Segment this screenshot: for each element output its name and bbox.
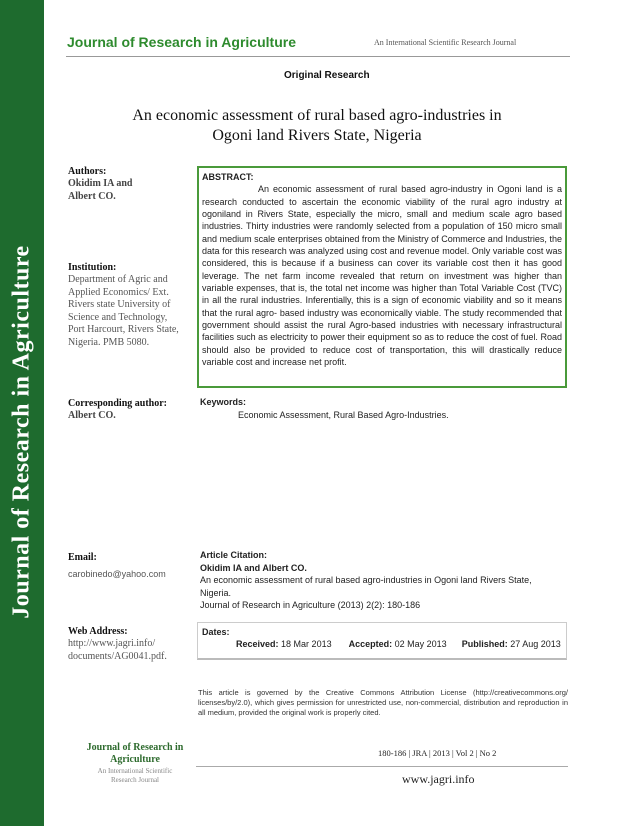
published-date: 27 Aug 2013 bbox=[510, 639, 561, 649]
sidebar-journal-name: Journal of Research in Agriculture bbox=[8, 245, 35, 619]
footer-journal-title bbox=[70, 742, 200, 766]
institution-line: Science and Technology, bbox=[68, 311, 168, 323]
institution-line: Nigeria. PMB 5080. bbox=[68, 336, 150, 348]
institution-text bbox=[68, 274, 179, 349]
authors-label: Authors: bbox=[68, 166, 107, 177]
footer-citation: 180-186 | JRA | 2013 | Vol 2 | No 2 bbox=[378, 748, 497, 758]
keywords-text: Economic Assessment, Rural Based Agro-Industries. bbox=[238, 410, 449, 420]
received-label: Received: bbox=[236, 639, 279, 649]
footer-sub-line: An International Scientific bbox=[97, 767, 173, 775]
dates-label: Dates: bbox=[202, 627, 230, 637]
article-title bbox=[66, 106, 568, 146]
accepted-label: Accepted: bbox=[348, 639, 393, 649]
institution-line: Rivers state University of bbox=[68, 299, 171, 310]
institution-label: Institution: bbox=[68, 262, 117, 273]
article-citation bbox=[200, 549, 570, 612]
dates-box bbox=[197, 622, 567, 660]
footer-sub-line: Research Journal bbox=[110, 776, 159, 784]
published-label: Published: bbox=[461, 639, 508, 649]
footer-subtitle bbox=[70, 767, 200, 785]
web-line: documents/AG0041.pdf. bbox=[68, 650, 167, 662]
title-line: An economic assessment of rural based agro-industries in bbox=[132, 107, 502, 124]
email-link[interactable]: carobinedo@yahoo.com bbox=[68, 569, 166, 579]
header-journal-title: Journal of Research in Agriculture bbox=[67, 34, 296, 50]
citation-line: Nigeria. bbox=[200, 587, 232, 598]
institution-line: Applied Economics/ Ext. bbox=[68, 286, 169, 298]
header-divider bbox=[66, 56, 570, 57]
corresponding-name: Albert CO. bbox=[68, 410, 116, 421]
header-tagline: An International Scientific Research Journal bbox=[374, 38, 517, 47]
email-label: Email: bbox=[68, 552, 97, 563]
footer-divider bbox=[196, 766, 568, 767]
web-link[interactable] bbox=[68, 638, 167, 663]
footer-journal-line: Agriculture bbox=[110, 754, 160, 765]
dates-row bbox=[236, 639, 561, 649]
citation-authors: Okidim IA and Albert CO. bbox=[200, 562, 307, 573]
title-line: Ogoni land Rivers State, Nigeria bbox=[212, 127, 422, 144]
abstract-label: ABSTRACT: bbox=[202, 172, 254, 182]
journal-sidebar bbox=[0, 0, 44, 826]
keywords-label: Keywords: bbox=[200, 397, 247, 407]
web-label: Web Address: bbox=[68, 626, 128, 637]
web-line: http://www.jagri.info/ bbox=[68, 638, 156, 649]
accepted-date: 02 May 2013 bbox=[394, 639, 447, 649]
institution-line: Department of Agric and bbox=[68, 274, 168, 285]
citation-label: Article Citation: bbox=[200, 550, 268, 560]
citation-line: Journal of Research in Agriculture (2013) 2(2): 180-186 bbox=[200, 600, 421, 610]
abstract-text: An economic assessment of rural based agro-industry in Ogoni land is a research conducted to ascertain the economic viability of the rural agro industry at ogoniland in Rivers State, especially the micro, small and medium scale agro based industries. Thirty industries were randomly selected from a population of 150 micro small and medium scale enterprises obtained from the Ministry of Commerce and Industries, the data for this research was analyzed using cost and revenue model. Only variable cost was considered, this is because if a business can cover its variable cost then it has good leverage. The net farm income revealed that return on investment was higher than variable expenses, that is, the total net income was higher than Total Variable Cost (TVC) in all the rural industries. Inferentially, this is a sign of economic viability and so it means that the rural agro- based industry was economically viable. The study recommended that government should assist the rural Agro-based industries with necessary infrastructural facilities such as electricity to power their equipment so as to reduce the cost of fuel. Road should also be provided to reduce cost of transportation, this will drastically reduce variable cost and increase net profit. bbox=[202, 184, 562, 368]
authors-names bbox=[68, 178, 132, 203]
license-text: This article is governed by the Creative Commons Attribution License (http://creativecommons.org/ licenses/by/2.0), which gives permission for unrestricted use, non-commercial, distribution and reproduction in all medium, provided the original work is properly cited. bbox=[198, 688, 568, 717]
corresponding-label: Corresponding author: bbox=[68, 398, 167, 409]
authors-line: Albert CO. bbox=[68, 190, 116, 202]
footer-journal-line: Journal of Research in bbox=[86, 742, 184, 753]
abstract-box bbox=[197, 166, 567, 388]
institution-line: Port Harcourt, Rivers State, bbox=[68, 324, 179, 335]
article-type: Original Research bbox=[284, 70, 370, 81]
citation-line: An economic assessment of rural based agro-industries in Ogoni land Rivers State, bbox=[200, 575, 532, 585]
authors-line: Okidim IA and bbox=[68, 178, 133, 189]
footer-url[interactable]: www.jagri.info bbox=[402, 772, 475, 786]
received-date: 18 Mar 2013 bbox=[281, 639, 332, 649]
